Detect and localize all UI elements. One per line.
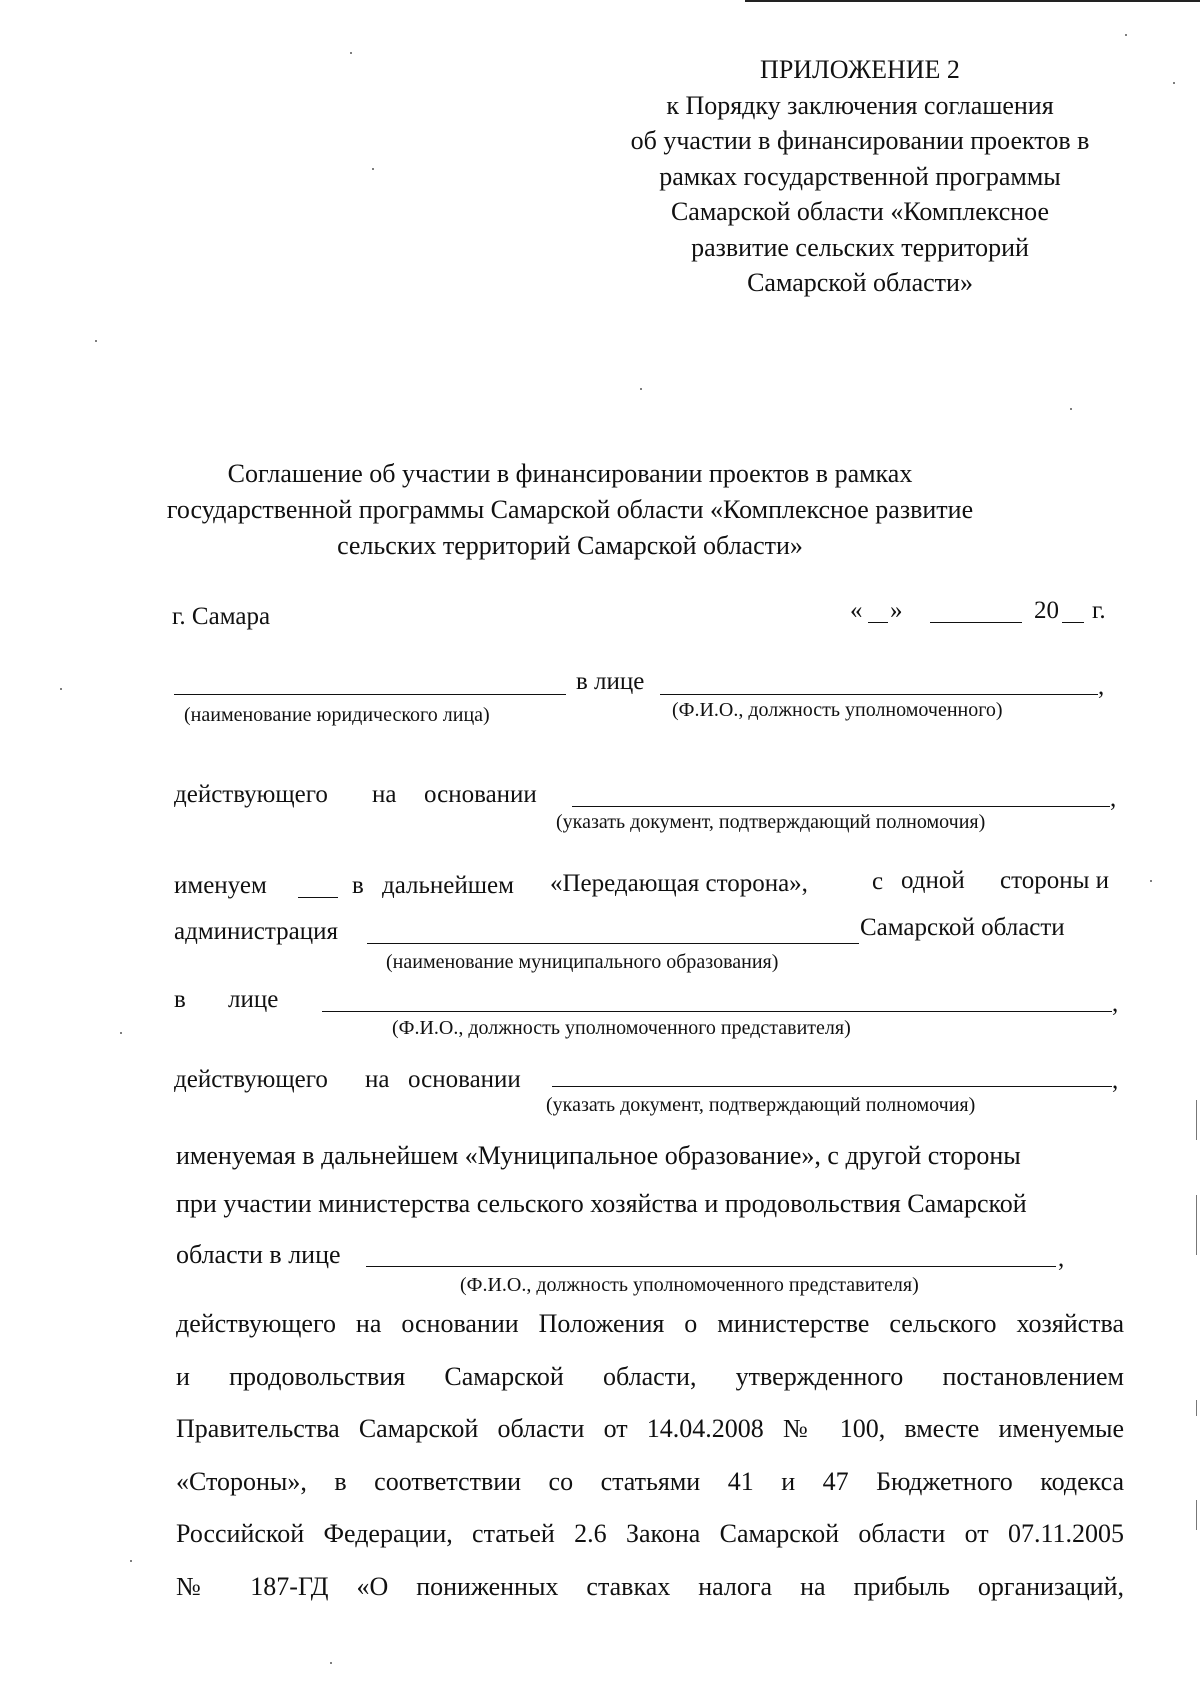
caption-fio-ministry: (Ф.И.О., должность уполномоченного представителя) <box>460 1274 919 1296</box>
scan-speck <box>1173 82 1175 84</box>
acting-word: действующего <box>174 781 328 808</box>
ministry-representative-blank[interactable] <box>366 1266 1056 1267</box>
appendix-heading <box>600 52 1120 301</box>
appendix-line: Самарской области «Комплексное <box>670 197 1050 226</box>
date-close-quote: » <box>890 597 903 624</box>
comma: , <box>1110 785 1117 812</box>
title-line: государственной программы Самарской области «Комплексное развитие <box>166 495 974 524</box>
named-word: «Передающая сторона», <box>550 870 808 897</box>
title-line: сельских территорий Самарской области» <box>337 531 803 560</box>
municipality-blank[interactable] <box>367 943 859 944</box>
caption-fio-representative: (Ф.И.О., должность уполномоченного представителя) <box>392 1017 851 1039</box>
margin-mark <box>1196 1195 1197 1255</box>
caption-basis-document-2: (указать документ, подтверждающий полномочия) <box>546 1094 976 1116</box>
basis-document-blank-2[interactable] <box>552 1086 1112 1087</box>
body-line: «Стороны», в соответствии со статьями 41 и 47 Бюджетного кодекса <box>176 1466 1124 1496</box>
named-word: дальнейшем <box>382 872 514 899</box>
appendix-line: развитие сельских территорий <box>691 232 1029 262</box>
margin-mark <box>1196 1500 1197 1530</box>
year-prefix: 20 <box>1034 597 1059 624</box>
appendix-line: к Порядку заключения соглашения <box>666 90 1054 120</box>
administration-label: администрация <box>174 918 338 945</box>
title-line: Соглашение об участии в финансировании проектов в рамках <box>227 459 913 488</box>
acting-word: на <box>365 1066 390 1093</box>
municipal-representative-blank[interactable] <box>322 1011 1112 1012</box>
appendix-line: рамках государственной программы <box>659 161 1061 191</box>
scan-speck <box>95 340 97 342</box>
comma: , <box>1058 1245 1065 1272</box>
scan-speck <box>330 1662 332 1664</box>
day-blank[interactable] <box>868 622 888 623</box>
comma: , <box>1112 990 1119 1017</box>
scan-speck <box>1070 408 1072 410</box>
appendix-line: ПРИЛОЖЕНИЕ 2 <box>760 55 960 84</box>
scan-speck <box>130 1560 132 1562</box>
body-line: действующего на основании Положения о министерстве сельского хозяйства <box>176 1309 1124 1338</box>
samara-region-label: Самарской области <box>860 914 1065 941</box>
body-line: Российской Федерации, статьей 2.6 Закона Самарской области от 07.11.2005 <box>176 1519 1124 1548</box>
ministry-line: при участии министерства сельского хозяйства и продовольствия Самарской <box>176 1189 1027 1218</box>
acting-word: основании <box>424 781 537 808</box>
named-word: с <box>872 868 884 895</box>
person-word: лице <box>228 986 279 1013</box>
caption-basis-document: (указать документ, подтверждающий полномочия) <box>556 811 986 833</box>
named-word: одной <box>901 867 965 894</box>
named-word: в <box>352 872 364 899</box>
month-blank[interactable] <box>930 622 1022 623</box>
acting-word: действующего <box>174 1066 328 1093</box>
body-line: и продовольствия Самарской области, утвержденного постановлением <box>176 1361 1124 1391</box>
body-paragraph <box>176 1298 1124 1613</box>
acting-word: на <box>372 781 397 808</box>
in-word: в <box>174 986 186 1013</box>
municipality-named-line: именуемая в дальнейшем «Муниципальное образование», с другой стороны <box>176 1141 1021 1170</box>
scan-speck <box>350 52 352 54</box>
in-person-label: в лице <box>576 668 645 695</box>
scan-speck <box>372 168 374 170</box>
year-suffix: г. <box>1092 597 1106 624</box>
appendix-line: Самарской области» <box>747 268 973 297</box>
comma: , <box>1112 1067 1119 1094</box>
scan-speck <box>1125 34 1127 36</box>
scan-speck <box>60 688 62 690</box>
body-line: Правительства Самарской области от 14.04.2008 № 100, вместе именуемые <box>176 1414 1124 1443</box>
scan-speck <box>120 1032 122 1034</box>
appendix-line: об участии в финансировании проектов в <box>630 126 1090 155</box>
named-word: именуем <box>174 872 267 899</box>
agreement-title <box>150 456 990 564</box>
scan-speck <box>640 388 642 390</box>
caption-fio: (Ф.И.О., должность уполномоченного) <box>672 699 1003 721</box>
acting-word: основании <box>408 1066 521 1093</box>
margin-mark <box>1196 1100 1197 1140</box>
margin-mark <box>1196 1400 1197 1416</box>
date-open-quote: « <box>850 597 863 624</box>
top-edge-line <box>745 0 1200 2</box>
entity-name-blank[interactable] <box>174 694 566 695</box>
region-in-person-label: области в лице <box>176 1240 341 1269</box>
gender-ending-blank[interactable] <box>298 897 338 898</box>
basis-document-blank[interactable] <box>572 806 1110 807</box>
scan-speck <box>1150 880 1152 882</box>
caption-municipality: (наименование муниципального образования) <box>386 951 779 973</box>
body-line: № 187-ГД «О пониженных ставках налога на прибыль организаций, <box>176 1571 1124 1601</box>
caption-entity-name: (наименование юридического лица) <box>184 704 490 726</box>
year-blank[interactable] <box>1062 622 1084 623</box>
representative-blank[interactable] <box>660 694 1098 695</box>
city-label: г. Самара <box>172 603 271 630</box>
named-word: стороны и <box>1000 867 1109 894</box>
comma: , <box>1098 673 1105 700</box>
